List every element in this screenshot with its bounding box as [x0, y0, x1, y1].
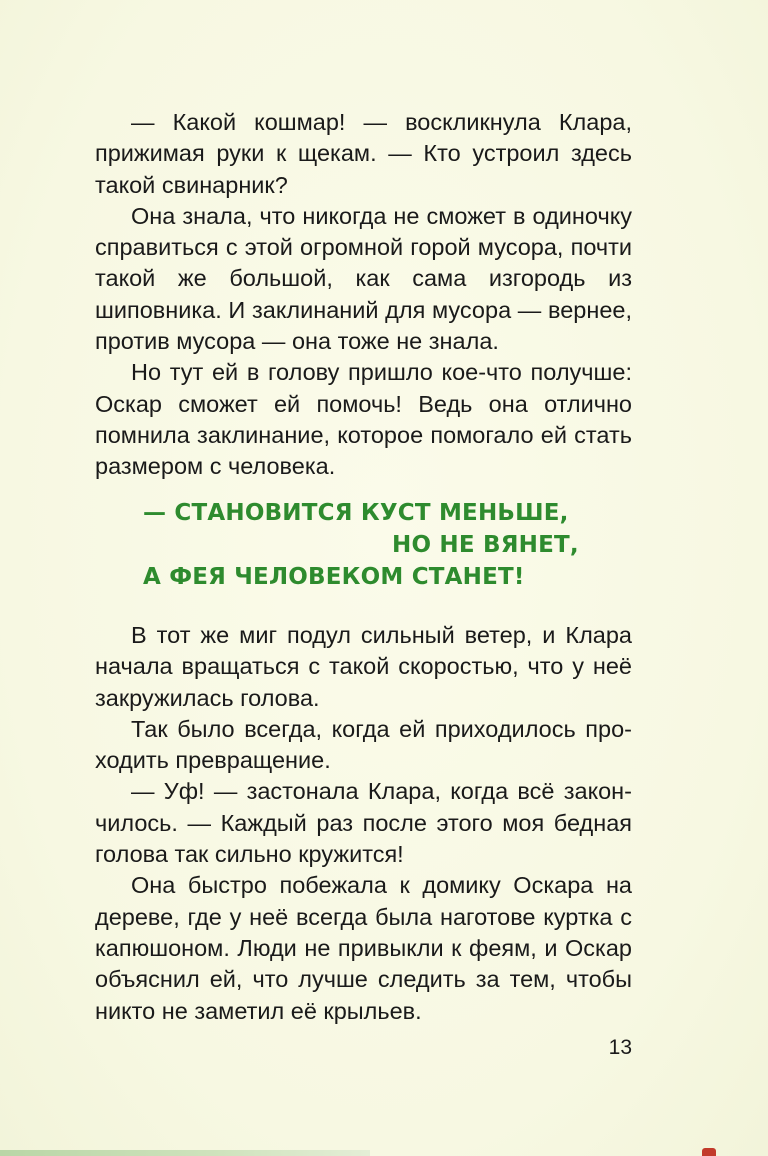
paragraph: Так было всегда, когда ей приходилось проходить превращение.	[95, 715, 632, 774]
page-number: 13	[608, 1036, 632, 1059]
spell-line-1: — СТАНОВИТСЯ КУСТ МЕНЬШЕ,	[143, 500, 569, 526]
text-block-top	[95, 107, 632, 483]
bottom-decoration	[0, 1150, 370, 1156]
spell-line-3: А ФЕЯ ЧЕЛОВЕКОМ СТАНЕТ!	[143, 564, 525, 590]
paragraph: — Уф! — застонала Клара, когда всё закончилось. — Каждый раз после этого моя бедная голова так сильно кружится!	[95, 778, 632, 868]
paragraph: Она быстро побежала к домику Оскара на дереве, где у неё всегда была наготове куртка с капюшоном. Люди не привыкли к феям, и Оскар объяснил ей, что лучше следить за тем, чтобы никто не заметил её крыльев.	[95, 872, 632, 1024]
paragraph: В тот же миг подул сильный ветер, и Клара начала вращаться с такой скоростью, что у неё закружилась голова.	[95, 622, 632, 711]
paragraph: Она знала, что никогда не сможет в одиночку справиться с этой огромной горой мусора, почти такой же большой, как сама изгородь из шиповника. И заклинаний для мусора — вернее, против мусора — она тоже не знала.	[95, 202, 632, 355]
corner-ornament-icon	[702, 1148, 716, 1156]
spell-line-2: НО НЕ ВЯНЕТ,	[392, 532, 579, 558]
paragraph: — Какой кошмар! — воскликнула Клара, прижимая руки к щекам. — Кто устроил здесь такой свинарник?	[95, 109, 632, 198]
text-block-bottom	[95, 620, 632, 1027]
paragraph: Но тут ей в голову пришло кое-что получше: Оскар сможет ей помочь! Ведь она отлично помнила заклинание, которое помогало ей стать размером с человека.	[95, 359, 632, 480]
